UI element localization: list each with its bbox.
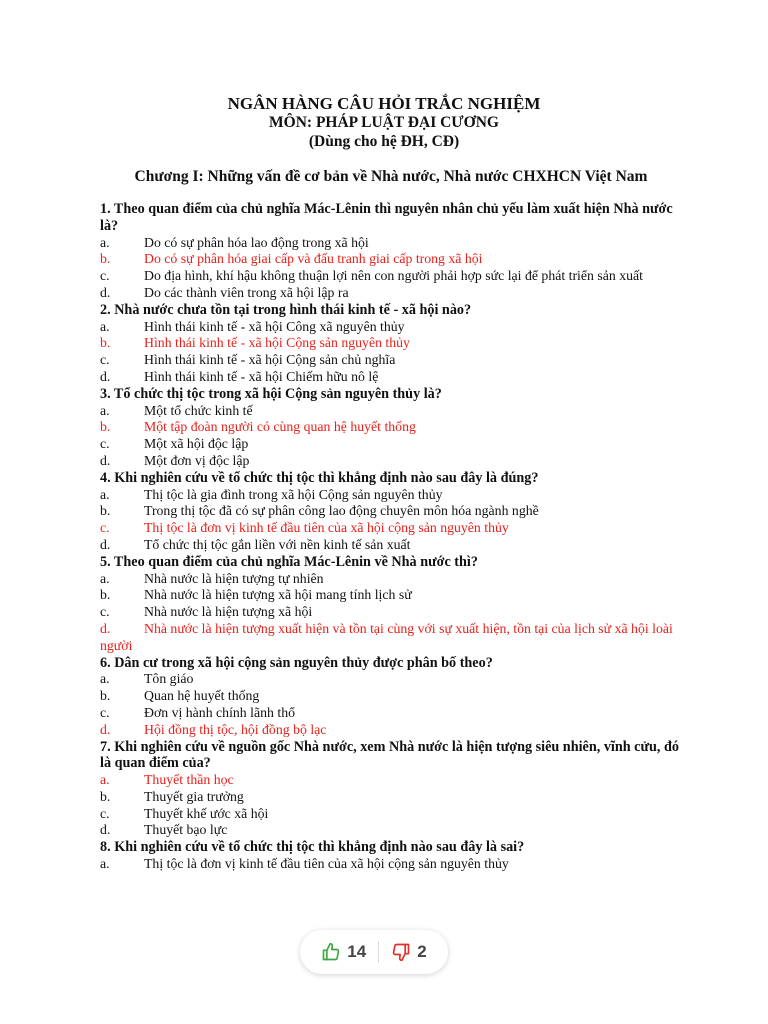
thumbs-up-icon bbox=[321, 942, 341, 962]
question-text: 7. Khi nghiên cứu về nguồn gốc Nhà nước, xem Nhà nước là hiện tượng siêu nhiên, vĩnh cửu, đó là quan điểm của? bbox=[100, 738, 679, 772]
answer-option-correct bbox=[100, 419, 690, 436]
option-text: Hình thái kinh tế - xã hội Công xã nguyên thủy bbox=[144, 318, 405, 334]
option-letter: d. bbox=[100, 452, 111, 468]
option-letter: a. bbox=[100, 671, 110, 687]
option-letter: d. bbox=[100, 368, 111, 384]
option-text: Hình thái kinh tế - xã hội Cộng sản nguyên thủy bbox=[144, 335, 410, 351]
document-title: NGÂN HÀNG CÂU HỎI TRẮC NGHIỆM bbox=[227, 94, 541, 113]
downvote-count: 2 bbox=[417, 942, 427, 961]
answer-option-correct bbox=[100, 621, 690, 655]
option-letter: c. bbox=[100, 352, 110, 368]
subject-heading: MÔN: PHÁP LUẬT ĐẠI CƯƠNG bbox=[269, 114, 499, 131]
option-letter: d. bbox=[100, 536, 111, 552]
question-text: 1. Theo quan điểm của chủ nghĩa Mác-Lênin thì nguyên nhân chủ yếu làm xuất hiện Nhà nước là? bbox=[100, 201, 673, 234]
answer-option bbox=[100, 604, 690, 621]
option-text: Một đơn vị độc lập bbox=[144, 452, 250, 468]
answer-option bbox=[100, 587, 690, 604]
option-letter: c. bbox=[100, 436, 110, 452]
option-letter: c. bbox=[100, 704, 110, 720]
option-letter: b. bbox=[100, 688, 111, 704]
answer-option bbox=[100, 352, 690, 369]
answer-option bbox=[100, 453, 690, 470]
answer-option bbox=[100, 235, 690, 252]
option-letter: b. bbox=[100, 788, 111, 804]
question-text: 5. Theo quan điểm của chủ nghĩa Mác-Lênin về Nhà nước thì? bbox=[100, 553, 478, 570]
option-text: Do địa hình, khí hậu không thuận lợi nên con người phải hợp sức lại để phát triển sản xuất bbox=[144, 268, 643, 284]
vote-divider bbox=[378, 941, 379, 963]
upvote-button[interactable] bbox=[321, 942, 366, 962]
answer-option bbox=[100, 537, 690, 554]
option-text: Nhà nước là hiện tượng xã hội mang tính lịch sử bbox=[144, 587, 412, 603]
option-text: Nhà nước là hiện tượng tự nhiên bbox=[144, 570, 324, 586]
option-text: Một tổ chức kinh tế bbox=[144, 402, 253, 418]
usage-note: (Dùng cho hệ ĐH, CĐ) bbox=[308, 133, 460, 150]
answer-option bbox=[100, 671, 690, 688]
option-letter: a. bbox=[100, 772, 110, 788]
option-text: Thị tộc là gia đình trong xã hội Cộng sản nguyên thủy bbox=[144, 486, 443, 502]
option-letter: a. bbox=[100, 318, 110, 334]
answer-option bbox=[100, 268, 690, 285]
option-text: Do các thành viên trong xã hội lập ra bbox=[144, 284, 349, 300]
answer-option-correct bbox=[100, 722, 690, 739]
vote-bar bbox=[300, 930, 448, 974]
upvote-count: 14 bbox=[347, 942, 367, 961]
option-letter: b. bbox=[100, 419, 111, 435]
thumbs-down-icon bbox=[391, 942, 411, 962]
answer-option bbox=[100, 319, 690, 336]
question-text: 3. Tổ chức thị tộc trong xã hội Cộng sản nguyên thủy là? bbox=[100, 385, 442, 402]
answer-option-correct bbox=[100, 335, 690, 352]
question-text: 8. Khi nghiên cứu về tổ chức thị tộc thì khẳng định nào sau đây là sai? bbox=[100, 839, 525, 856]
option-text: Thuyết gia trưởng bbox=[144, 788, 244, 804]
option-text: Trong thị tộc đã có sự phân công lao động chuyên môn hóa ngành nghề bbox=[144, 503, 539, 519]
question-text: 4. Khi nghiên cứu về tổ chức thị tộc thì khẳng định nào sau đây là đúng? bbox=[100, 469, 539, 486]
question-text: 2. Nhà nước chưa tồn tại trong hình thái kinh tế - xã hội nào? bbox=[100, 301, 472, 318]
option-text: Thuyết khế ước xã hội bbox=[144, 805, 269, 821]
answer-option bbox=[100, 806, 690, 823]
option-letter: b. bbox=[100, 503, 111, 519]
option-text: Nhà nước là hiện tượng xuất hiện và tồn tại cùng với sự xuất hiện, tồn tại của lịch sử xã hội loài người bbox=[100, 620, 673, 653]
answer-option bbox=[100, 822, 690, 839]
option-letter: b. bbox=[100, 251, 111, 267]
option-letter: c. bbox=[100, 520, 110, 536]
answer-option bbox=[100, 688, 690, 705]
answer-option bbox=[100, 285, 690, 302]
answer-option-correct bbox=[100, 251, 690, 268]
option-text: Hình thái kinh tế - xã hội Chiếm hữu nô lệ bbox=[144, 368, 379, 384]
option-letter: a. bbox=[100, 856, 110, 872]
option-text: Nhà nước là hiện tượng xã hội bbox=[144, 604, 313, 620]
answer-option bbox=[100, 487, 690, 504]
option-letter: d. bbox=[100, 620, 111, 636]
answer-option bbox=[100, 436, 690, 453]
option-letter: c. bbox=[100, 604, 110, 620]
option-letter: d. bbox=[100, 284, 111, 300]
answer-option bbox=[100, 789, 690, 806]
option-letter: c. bbox=[100, 268, 110, 284]
option-text: Do có sự phân hóa lao động trong xã hội bbox=[144, 234, 369, 250]
option-letter: c. bbox=[100, 805, 110, 821]
option-text: Đơn vị hành chính lãnh thổ bbox=[144, 704, 295, 720]
option-text: Hình thái kinh tế - xã hội Cộng sản chủ nghĩa bbox=[144, 352, 396, 368]
option-letter: a. bbox=[100, 486, 110, 502]
option-text: Thị tộc là đơn vị kinh tế đầu tiên của xã hội cộng sản nguyên thủy bbox=[144, 856, 509, 872]
option-text: Thuyết thần học bbox=[144, 772, 234, 788]
option-text: Thị tộc là đơn vị kinh tế đầu tiên của xã hội cộng sản nguyên thủy bbox=[144, 520, 509, 536]
option-text: Một xã hội độc lập bbox=[144, 436, 249, 452]
option-letter: a. bbox=[100, 570, 110, 586]
answer-option-correct bbox=[100, 520, 690, 537]
option-letter: a. bbox=[100, 234, 110, 250]
option-letter: b. bbox=[100, 587, 111, 603]
answer-option bbox=[100, 856, 690, 873]
answer-option bbox=[100, 369, 690, 386]
answer-option bbox=[100, 705, 690, 722]
option-text: Một tập đoàn người có cùng quan hệ huyết thống bbox=[144, 419, 416, 435]
downvote-button[interactable] bbox=[391, 942, 426, 962]
option-letter: b. bbox=[100, 335, 111, 351]
answer-option bbox=[100, 503, 690, 520]
answer-option-correct bbox=[100, 772, 690, 789]
option-text: Hội đồng thị tộc, hội đồng bộ lạc bbox=[144, 721, 327, 737]
option-text: Quan hệ huyết thống bbox=[144, 688, 260, 704]
question-text: 6. Dân cư trong xã hội cộng sản nguyên thủy được phân bố theo? bbox=[100, 654, 493, 671]
option-letter: a. bbox=[100, 402, 110, 418]
option-text: Thuyết bạo lực bbox=[144, 822, 228, 838]
option-letter: d. bbox=[100, 721, 111, 737]
chapter-heading: Chương I: Những vấn đề cơ bản về Nhà nước, Nhà nước CHXHCN Việt Nam bbox=[134, 168, 648, 185]
option-letter: d. bbox=[100, 822, 111, 838]
answer-option bbox=[100, 403, 690, 420]
question-list bbox=[100, 201, 690, 873]
option-text: Do có sự phân hóa giai cấp và đấu tranh giai cấp trong xã hội bbox=[144, 251, 483, 267]
answer-option bbox=[100, 571, 690, 588]
option-text: Tôn giáo bbox=[144, 671, 194, 687]
option-text: Tổ chức thị tộc gắn liền với nền kinh tế sản xuất bbox=[144, 536, 411, 552]
